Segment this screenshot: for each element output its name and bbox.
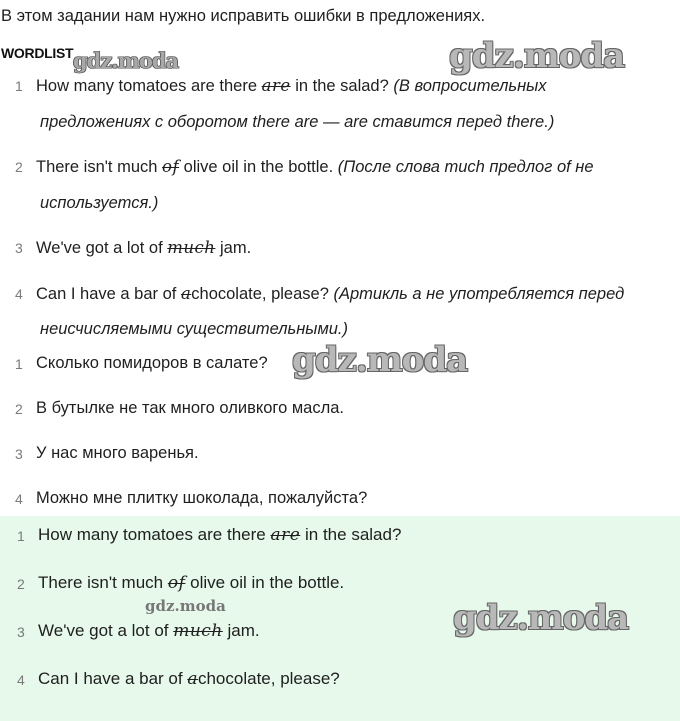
sentence-text: chocolate, please?	[197, 669, 340, 688]
item-number: 1	[15, 356, 23, 372]
sentence-text: olive oil in the bottle.	[179, 158, 338, 176]
sentence-text: We've got a lot of	[38, 621, 174, 640]
explanation-note: неисчисляемыми существительными.)	[40, 320, 349, 338]
translation-text: У нас много варенья.	[36, 444, 199, 462]
explanation-note: (После слова much предлог of не	[337, 158, 594, 176]
watermark: gdz.moda	[453, 598, 629, 638]
watermark: gdz.moda	[449, 36, 625, 76]
sentence	[38, 621, 260, 641]
item-number: 4	[15, 286, 23, 302]
sentence-text: jam.	[222, 621, 260, 640]
watermark: gdz.moda	[73, 48, 179, 73]
wordlist-label: WORDLIST	[1, 45, 74, 61]
sentence-text: jam.	[215, 239, 252, 257]
item-number: 4	[15, 491, 23, 507]
item-number: 1	[17, 528, 25, 544]
item-number: 4	[17, 672, 25, 688]
struck-word: a	[180, 284, 192, 303]
translation-text: В бутылке не так много оливкого масла.	[36, 399, 344, 417]
sentence	[36, 238, 251, 258]
struck-word: of	[167, 573, 186, 593]
translation-text: Сколько помидоров в салате?	[36, 354, 268, 372]
struck-word: a	[187, 669, 198, 689]
sentence-text: chocolate, please?	[191, 285, 334, 303]
item-number: 3	[15, 446, 23, 462]
explanation-note: предложениях с оборотом there are — are ставится перед there.)	[40, 113, 555, 131]
sentence	[38, 573, 344, 593]
sentence-text: How many tomatoes are there	[36, 77, 262, 95]
sentence-text: How many tomatoes are there	[38, 525, 271, 544]
sentence	[36, 284, 624, 304]
struck-word: much	[167, 238, 216, 257]
sentence-text: Can I have a bar of	[36, 285, 181, 303]
sentence-text: Can I have a bar of	[38, 669, 188, 688]
struck-word: are	[270, 525, 301, 545]
sentence-text: olive oil in the bottle.	[185, 573, 345, 592]
struck-word: much	[173, 621, 223, 641]
translation-text: Можно мне плитку шоколада, пожалуйста?	[36, 489, 368, 507]
explanation-note: используется.)	[40, 194, 159, 212]
item-number: 1	[15, 78, 23, 94]
sentence	[36, 157, 594, 177]
watermark: gdz.moda	[292, 340, 468, 380]
answer-box	[0, 516, 680, 721]
sentence-text: There isn't much	[36, 158, 163, 176]
explanation-note: (Артикль a не употребляется перед	[333, 285, 625, 303]
sentence	[38, 525, 401, 545]
item-number: 2	[17, 576, 25, 592]
item-number: 2	[15, 401, 23, 417]
watermark: gdz.moda	[145, 597, 226, 615]
explanation-note: (В вопросительных	[393, 77, 547, 95]
sentence-text: in the salad?	[300, 525, 402, 544]
sentence	[36, 76, 547, 96]
struck-word: of	[162, 157, 180, 176]
item-number: 3	[17, 624, 25, 640]
intro-text: В этом задании нам нужно исправить ошибки в предложениях.	[1, 7, 486, 25]
sentence-text: We've got a lot of	[36, 239, 168, 257]
sentence	[38, 669, 340, 689]
item-number: 3	[15, 240, 23, 256]
struck-word: are	[261, 76, 291, 95]
sentence-text: in the salad?	[290, 77, 394, 95]
item-number: 2	[15, 159, 23, 175]
sentence-text: There isn't much	[38, 573, 168, 592]
